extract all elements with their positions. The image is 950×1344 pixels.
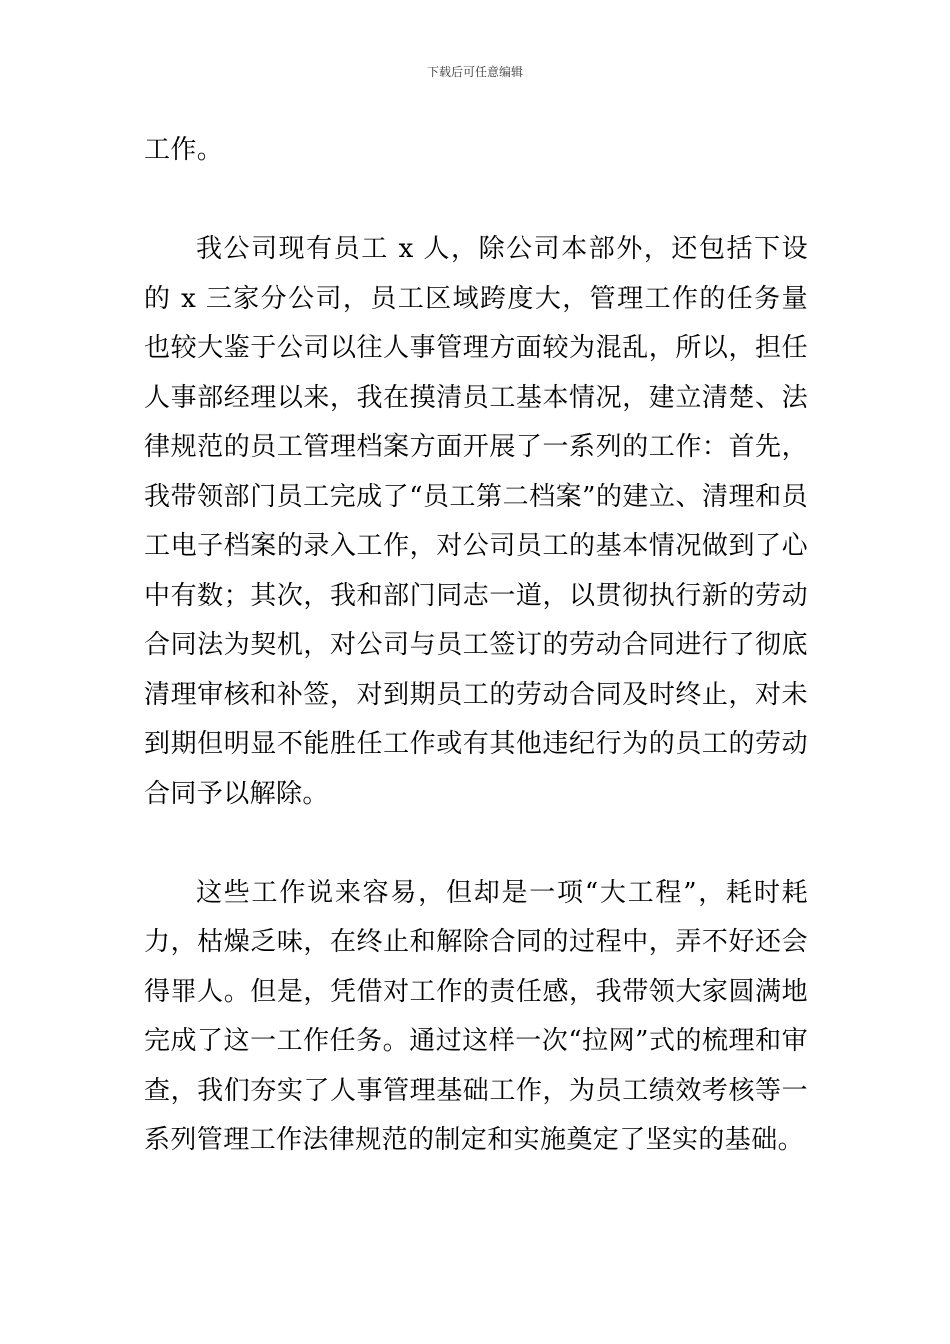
page-header: 下载后可任意编辑 [426, 65, 523, 79]
paragraph-employee-records: 我公司现有员工 x 人，除公司本部外，还包括下设的 x 三家分公司，员工区域跨度大，管理工作的任务量也较大鉴于公司以往人事管理方面较为混乱，所以，担任人事部经理以来，我在摸清员工基本情况，建立清楚、法律规范的员工管理档案方面开展了一系列的工作：首先，我带领部门员工完成了“员工第二档案”的建立、清理和员工电子档案的录入工作，对公司员工的基本情况做到了心中有数；其次，我和部门同志一道，以贯彻执行新的劳动合同法为契机，对公司与员工签订的劳动合同进行了彻底清理审核和补签，对到期员工的劳动合同及时终止，对未到期但明显不能胜任工作或有其他违纪行为的员工的劳动合同予以解除。 [144, 234, 808, 809]
paragraph-work-summary: 这些工作说来容易，但却是一项“大工程”，耗时耗力，枯燥乏味，在终止和解除合同的过程中，弄不好还会得罪人。但是，凭借对工作的责任感，我带领大家圆满地完成了这一工作任务。通过这样一次“拉网”式的梳理和审查，我们夯实了人事管理基础工作，为员工绩效考核等一系列管理工作法律规范的制定和实施奠定了坚实的基础。 [144, 877, 808, 1155]
document-body [144, 126, 808, 1166]
paragraph-continuation: 工作。 [144, 135, 224, 165]
